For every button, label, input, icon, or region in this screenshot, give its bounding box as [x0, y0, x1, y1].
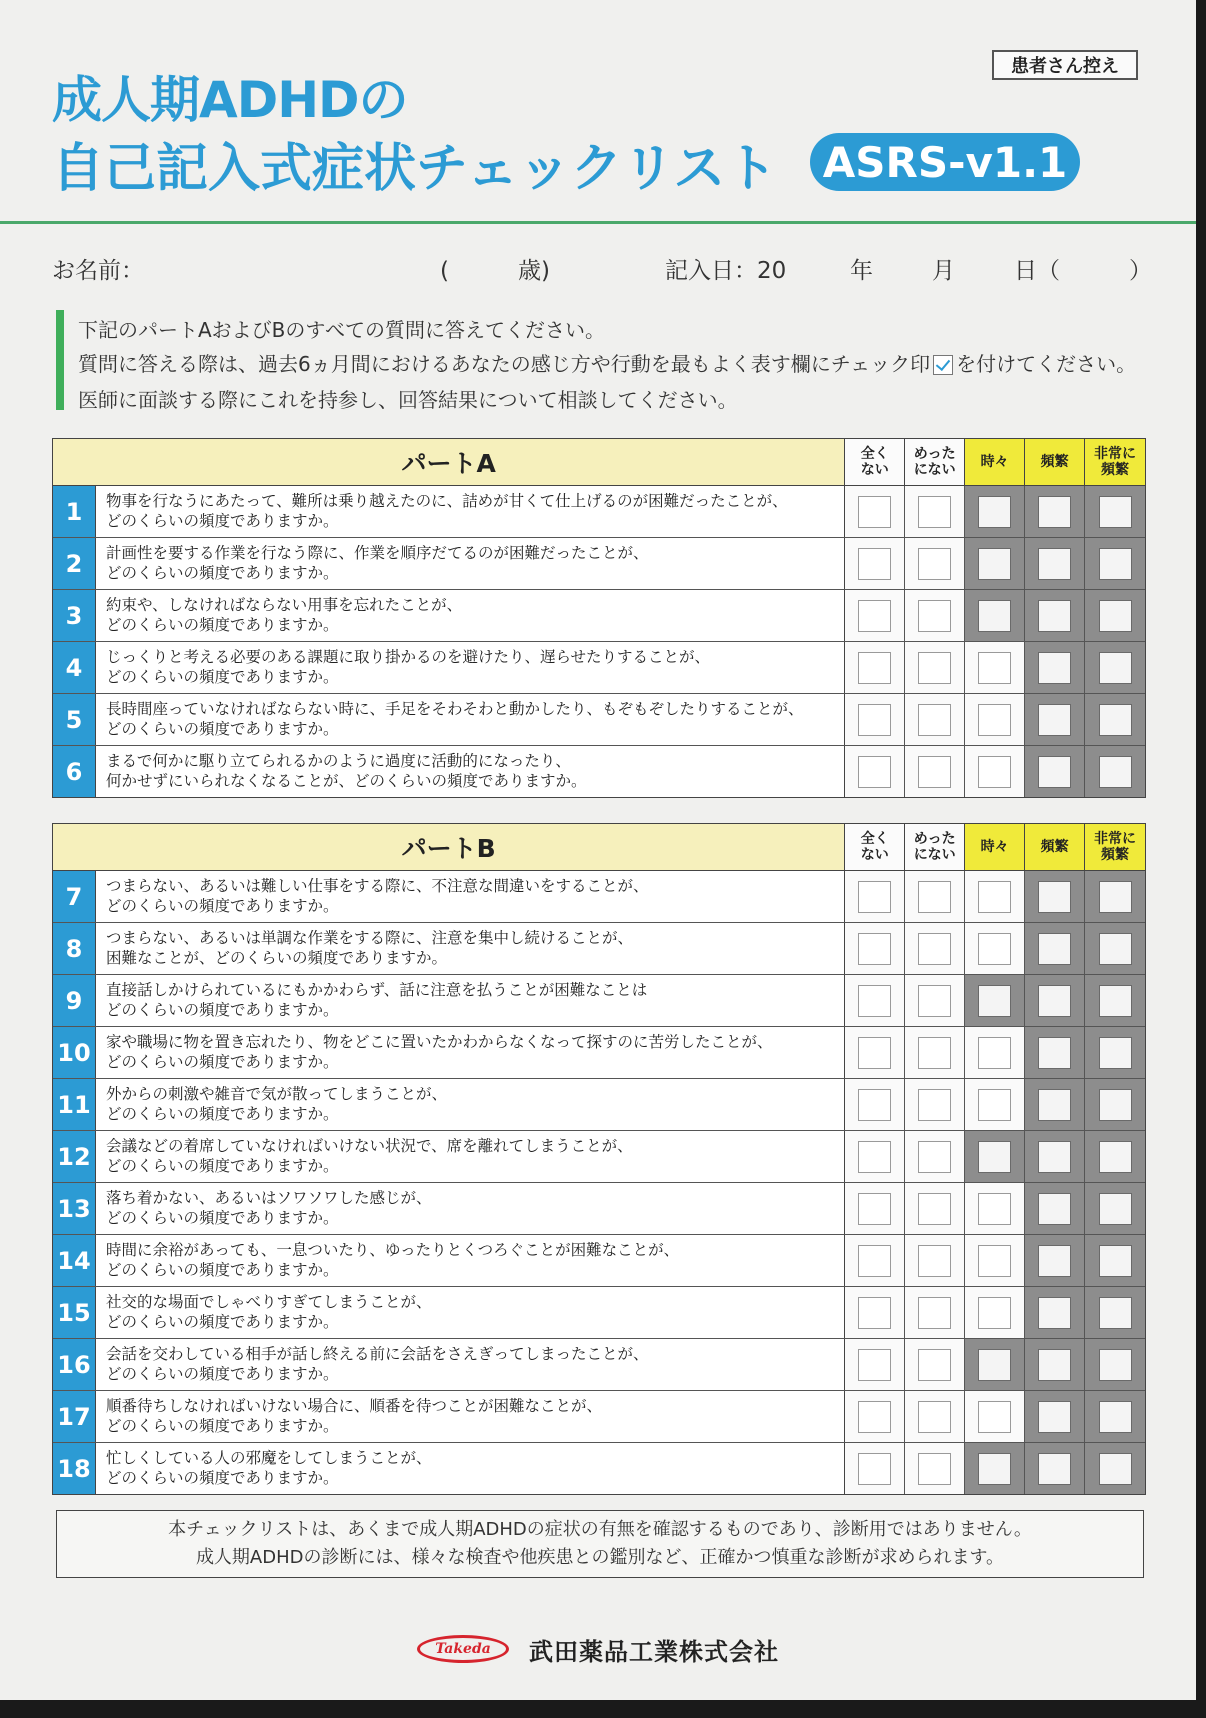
day-label: 日（ ）	[1014, 258, 1152, 284]
answer-cell	[1025, 1287, 1085, 1338]
question-row	[53, 975, 1145, 1027]
answer-checkbox[interactable]	[918, 1297, 951, 1329]
answer-cell	[965, 486, 1025, 537]
answer-cell	[965, 1027, 1025, 1078]
answer-cell	[1025, 538, 1085, 589]
question-number: 14	[53, 1235, 96, 1286]
answer-cell	[905, 1391, 965, 1442]
answer-cell	[905, 1443, 965, 1494]
answer-checkbox[interactable]	[918, 1037, 951, 1069]
question-number: 12	[53, 1131, 96, 1182]
answer-cell	[845, 1183, 905, 1234]
question-row	[53, 1443, 1145, 1494]
answer-checkbox[interactable]	[1099, 1297, 1132, 1329]
answer-cell	[1085, 1235, 1145, 1286]
question-text: 順番待ちしなければいけない場合に、順番を待つことが困難なことが、 どのくらいの頻度でありますか。	[96, 1391, 845, 1442]
question-text: つまらない、あるいは難しい仕事をする際に、不注意な間違いをすることが、 どのくらいの頻度でありますか。	[96, 871, 845, 922]
question-row	[53, 1287, 1145, 1339]
answer-checkbox[interactable]	[1038, 548, 1071, 580]
answer-cell	[905, 642, 965, 693]
answer-cell	[965, 1339, 1025, 1390]
answer-checkbox[interactable]	[918, 548, 951, 580]
answer-cell	[845, 1391, 905, 1442]
answer-checkbox[interactable]	[858, 1193, 891, 1225]
question-number: 13	[53, 1183, 96, 1234]
checkmark-icon	[933, 355, 953, 375]
column-header-2: めった にない	[905, 824, 965, 870]
answer-checkbox[interactable]	[918, 600, 951, 632]
answer-checkbox[interactable]	[918, 881, 951, 913]
question-text: じっくりと考える必要のある課題に取り掛かるのを避けたり、遅らせたりすることが、 どのくらいの頻度でありますか。	[96, 642, 845, 693]
answer-checkbox[interactable]	[858, 548, 891, 580]
answer-cell	[1085, 486, 1145, 537]
answer-checkbox[interactable]	[918, 1453, 951, 1485]
answer-checkbox[interactable]	[1099, 1401, 1132, 1433]
answer-checkbox[interactable]	[978, 933, 1011, 965]
question-text: 長時間座っていなければならない時に、手足をそわそわと動かしたり、もぞもぞしたりすることが、 どのくらいの頻度でありますか。	[96, 694, 845, 745]
column-header-3: 時々	[965, 439, 1025, 485]
year-label: 年	[850, 258, 873, 284]
answer-checkbox[interactable]	[978, 1245, 1011, 1277]
answer-checkbox[interactable]	[1038, 881, 1071, 913]
answer-checkbox[interactable]	[858, 1349, 891, 1381]
answer-cell	[845, 486, 905, 537]
answer-checkbox[interactable]	[918, 1245, 951, 1277]
answer-cell	[905, 538, 965, 589]
question-row	[53, 1235, 1145, 1287]
answer-cell	[965, 975, 1025, 1026]
answer-cell	[905, 1027, 965, 1078]
question-text: 直接話しかけられているにもかかわらず、話に注意を払うことが困難なことは どのくらいの頻度でありますか。	[96, 975, 845, 1026]
answer-cell	[965, 923, 1025, 974]
answer-cell	[1025, 1079, 1085, 1130]
answer-checkbox[interactable]	[978, 1141, 1011, 1173]
answer-checkbox[interactable]	[1038, 1037, 1071, 1069]
question-text: 社交的な場面でしゃべりすぎてしまうことが、 どのくらいの頻度でありますか。	[96, 1287, 845, 1338]
answer-checkbox[interactable]	[978, 1349, 1011, 1381]
answer-checkbox[interactable]	[978, 600, 1011, 632]
answer-checkbox[interactable]	[858, 1453, 891, 1485]
answer-cell	[965, 1079, 1025, 1130]
answer-cell	[1025, 1235, 1085, 1286]
answer-cell	[1025, 923, 1085, 974]
answer-cell	[1025, 1027, 1085, 1078]
answer-cell	[845, 871, 905, 922]
question-row	[53, 1183, 1145, 1235]
answer-cell	[1025, 975, 1085, 1026]
answer-checkbox[interactable]	[978, 1037, 1011, 1069]
version-badge: ASRS-v1.1	[810, 133, 1080, 191]
question-number: 10	[53, 1027, 96, 1078]
question-number: 17	[53, 1391, 96, 1442]
instruction-line-2	[78, 348, 1136, 377]
answer-checkbox[interactable]	[918, 704, 951, 736]
answer-checkbox[interactable]	[858, 881, 891, 913]
answer-checkbox[interactable]	[1038, 1453, 1071, 1485]
answer-checkbox[interactable]	[978, 1089, 1011, 1121]
answer-cell	[965, 1235, 1025, 1286]
answer-checkbox[interactable]	[1099, 1245, 1132, 1277]
answer-checkbox[interactable]	[978, 1453, 1011, 1485]
answer-cell	[845, 694, 905, 745]
question-row	[53, 486, 1145, 538]
column-header-1: 全く ない	[845, 439, 905, 485]
answer-checkbox[interactable]	[858, 1297, 891, 1329]
answer-checkbox[interactable]	[918, 1089, 951, 1121]
answer-checkbox[interactable]	[1099, 881, 1132, 913]
instruction-line-2-before: 質問に答える際は、過去6ヵ月間におけるあなたの感じ方や行動を最もよく表す欄にチェック印	[78, 352, 931, 376]
answer-checkbox[interactable]	[858, 1141, 891, 1173]
answer-checkbox[interactable]	[1038, 1141, 1071, 1173]
answer-cell	[1085, 1027, 1145, 1078]
answer-checkbox[interactable]	[918, 1193, 951, 1225]
answer-cell	[845, 1339, 905, 1390]
part-a-table	[52, 438, 1146, 798]
answer-checkbox[interactable]	[1099, 756, 1132, 788]
answer-checkbox[interactable]	[858, 1245, 891, 1277]
answer-cell	[905, 923, 965, 974]
answer-cell	[1085, 871, 1145, 922]
question-text: 落ち着かない、あるいはソワソワした感じが、 どのくらいの頻度でありますか。	[96, 1183, 845, 1234]
answer-cell	[905, 694, 965, 745]
answer-cell	[905, 590, 965, 641]
column-header-2: めった にない	[905, 439, 965, 485]
answer-cell	[1085, 538, 1145, 589]
answer-checkbox[interactable]	[858, 496, 891, 528]
footer	[0, 1627, 1196, 1671]
answer-checkbox[interactable]	[1038, 496, 1071, 528]
partA-title: パートA	[53, 439, 845, 485]
question-number: 16	[53, 1339, 96, 1390]
answer-checkbox[interactable]	[1038, 933, 1071, 965]
answer-cell	[845, 590, 905, 641]
disclaimer-line-2: 成人期ADHDの診断には、様々な検査や他疾患との鑑別など、正確かつ慎重な診断が求められます。	[195, 1547, 1005, 1568]
instruction-line-1: 下記のパートAおよびBのすべての質問に答えてください。	[78, 318, 606, 342]
answer-checkbox[interactable]	[978, 881, 1011, 913]
answer-cell	[965, 1131, 1025, 1182]
answer-cell	[965, 1443, 1025, 1494]
answer-cell	[845, 1027, 905, 1078]
answer-cell	[845, 1443, 905, 1494]
answer-cell	[965, 694, 1025, 745]
answer-checkbox[interactable]	[1038, 1297, 1071, 1329]
answer-checkbox[interactable]	[918, 652, 951, 684]
answer-checkbox[interactable]	[978, 756, 1011, 788]
question-row	[53, 923, 1145, 975]
question-row	[53, 642, 1145, 694]
answer-checkbox[interactable]	[978, 1297, 1011, 1329]
answer-checkbox[interactable]	[1099, 600, 1132, 632]
question-text: 時間に余裕があっても、一息ついたり、ゆったりとくつろぐことが困難なことが、 どのくらいの頻度でありますか。	[96, 1235, 845, 1286]
answer-checkbox[interactable]	[978, 652, 1011, 684]
answer-cell	[965, 1391, 1025, 1442]
column-header-4: 頻繁	[1025, 824, 1085, 870]
column-header-1: 全く ない	[845, 824, 905, 870]
name-label: お名前：	[52, 258, 144, 284]
answer-cell	[845, 538, 905, 589]
age-label: ( 歳)	[440, 258, 550, 284]
answer-cell	[845, 1079, 905, 1130]
answer-checkbox[interactable]	[1099, 1349, 1132, 1381]
question-number: 3	[53, 590, 96, 641]
answer-checkbox[interactable]	[978, 1401, 1011, 1433]
answer-cell	[1025, 1443, 1085, 1494]
question-row	[53, 590, 1145, 642]
partB-title: パートB	[53, 824, 845, 870]
column-header-4: 頻繁	[1025, 439, 1085, 485]
answer-cell	[845, 1235, 905, 1286]
answer-cell	[845, 1131, 905, 1182]
answer-cell	[1085, 746, 1145, 797]
answer-checkbox[interactable]	[1038, 600, 1071, 632]
answer-checkbox[interactable]	[858, 600, 891, 632]
question-number: 2	[53, 538, 96, 589]
answer-cell	[845, 923, 905, 974]
answer-cell	[1085, 642, 1145, 693]
column-header-5: 非常に 頻繁	[1085, 824, 1145, 870]
answer-cell	[1085, 1391, 1145, 1442]
answer-checkbox[interactable]	[858, 1037, 891, 1069]
column-header-5: 非常に 頻繁	[1085, 439, 1145, 485]
answer-checkbox[interactable]	[1038, 652, 1071, 684]
month-label: 月	[932, 258, 955, 284]
header-divider	[0, 221, 1196, 224]
answer-checkbox[interactable]	[858, 704, 891, 736]
answer-checkbox[interactable]	[978, 704, 1011, 736]
question-row	[53, 871, 1145, 923]
answer-checkbox[interactable]	[1099, 496, 1132, 528]
title-line-2: 自己記入式症状チェックリスト	[52, 139, 778, 199]
question-number: 11	[53, 1079, 96, 1130]
answer-checkbox[interactable]	[1099, 652, 1132, 684]
answer-cell	[845, 642, 905, 693]
answer-checkbox[interactable]	[1038, 1193, 1071, 1225]
instruction-line-3: 医師に面談する際にこれを持参し、回答結果について相談してください。	[78, 388, 738, 412]
answer-cell	[905, 1183, 965, 1234]
partA-header-row	[53, 439, 1145, 486]
answer-checkbox[interactable]	[858, 1401, 891, 1433]
answer-cell	[905, 486, 965, 537]
answer-cell	[1085, 590, 1145, 641]
answer-checkbox[interactable]	[1038, 1245, 1071, 1277]
answer-checkbox[interactable]	[1099, 1089, 1132, 1121]
question-number: 8	[53, 923, 96, 974]
question-number: 6	[53, 746, 96, 797]
question-text: 物事を行なうにあたって、難所は乗り越えたのに、詰めが甘くて仕上げるのが困難だったことが、 どのくらいの頻度でありますか。	[96, 486, 845, 537]
answer-checkbox[interactable]	[918, 933, 951, 965]
answer-checkbox[interactable]	[858, 756, 891, 788]
instruction-line-2-after: を付けてください。	[956, 352, 1137, 376]
disclaimer-box	[56, 1510, 1144, 1578]
question-row	[53, 1131, 1145, 1183]
question-number: 4	[53, 642, 96, 693]
question-row	[53, 1079, 1145, 1131]
question-row	[53, 1339, 1145, 1391]
answer-checkbox[interactable]	[1099, 1193, 1132, 1225]
question-number: 15	[53, 1287, 96, 1338]
instructions-accent-bar	[56, 310, 64, 410]
answer-checkbox[interactable]	[918, 1141, 951, 1173]
answer-cell	[905, 1131, 965, 1182]
answer-cell	[1085, 694, 1145, 745]
answer-cell	[1085, 1183, 1145, 1234]
answer-checkbox[interactable]	[918, 756, 951, 788]
answer-cell	[965, 1183, 1025, 1234]
answer-cell	[845, 746, 905, 797]
question-number: 5	[53, 694, 96, 745]
answer-checkbox[interactable]	[918, 496, 951, 528]
patient-copy-label: 患者さん控え	[992, 50, 1138, 80]
company-name: 武田薬品工業株式会社	[529, 1637, 779, 1666]
answer-cell	[1025, 694, 1085, 745]
answer-cell	[965, 538, 1025, 589]
answer-checkbox[interactable]	[978, 985, 1011, 1017]
answer-checkbox[interactable]	[1038, 1401, 1071, 1433]
answer-cell	[1025, 1131, 1085, 1182]
answer-checkbox[interactable]	[1099, 704, 1132, 736]
answer-cell	[905, 1235, 965, 1286]
answer-cell	[1085, 1287, 1145, 1338]
question-row	[53, 1027, 1145, 1079]
answer-cell	[1085, 1131, 1145, 1182]
answer-cell	[845, 1287, 905, 1338]
question-text: 計画性を要する作業を行なう際に、作業を順序だてるのが困難だったことが、 どのくらいの頻度でありますか。	[96, 538, 845, 589]
answer-cell	[905, 1079, 965, 1130]
answer-checkbox[interactable]	[1099, 548, 1132, 580]
question-number: 9	[53, 975, 96, 1026]
answer-cell	[1025, 1391, 1085, 1442]
answer-checkbox[interactable]	[918, 1349, 951, 1381]
answer-cell	[965, 871, 1025, 922]
answer-cell	[905, 1339, 965, 1390]
answer-checkbox[interactable]	[978, 1193, 1011, 1225]
answer-checkbox[interactable]	[1038, 1089, 1071, 1121]
part-b-table	[52, 823, 1146, 1495]
takeda-logo: Takeda	[417, 1635, 509, 1663]
answer-cell	[905, 975, 965, 1026]
answer-checkbox[interactable]	[918, 1401, 951, 1433]
question-row	[53, 538, 1145, 590]
answer-cell	[1025, 746, 1085, 797]
question-text: 外からの刺激や雑音で気が散ってしまうことが、 どのくらいの頻度でありますか。	[96, 1079, 845, 1130]
answer-checkbox[interactable]	[1099, 1453, 1132, 1485]
answer-checkbox[interactable]	[858, 1089, 891, 1121]
answer-cell	[1085, 923, 1145, 974]
column-header-3: 時々	[965, 824, 1025, 870]
answer-checkbox[interactable]	[1099, 985, 1132, 1017]
answer-checkbox[interactable]	[1038, 985, 1071, 1017]
answer-checkbox[interactable]	[1038, 1349, 1071, 1381]
answer-cell	[965, 1287, 1025, 1338]
answer-cell	[965, 590, 1025, 641]
answer-cell	[1085, 975, 1145, 1026]
answer-checkbox[interactable]	[1038, 704, 1071, 736]
disclaimer-line-1: 本チェックリストは、あくまで成人期ADHDの症状の有無を確認するものであり、診断用ではありません。	[168, 1519, 1032, 1540]
answer-checkbox[interactable]	[1099, 1141, 1132, 1173]
question-row	[53, 746, 1145, 797]
answer-cell	[1025, 642, 1085, 693]
question-text: 家や職場に物を置き忘れたり、物をどこに置いたかわからなくなって探すのに苦労したことが、 どのくらいの頻度でありますか。	[96, 1027, 845, 1078]
answer-checkbox[interactable]	[1099, 1037, 1132, 1069]
question-text: つまらない、あるいは単調な作業をする際に、注意を集中し続けることが、 困難なことが、どのくらいの頻度でありますか。	[96, 923, 845, 974]
answer-cell	[905, 746, 965, 797]
answer-cell	[965, 746, 1025, 797]
answer-cell	[845, 975, 905, 1026]
question-row	[53, 694, 1145, 746]
answer-cell	[1025, 1339, 1085, 1390]
answer-checkbox[interactable]	[978, 496, 1011, 528]
answer-checkbox[interactable]	[858, 985, 891, 1017]
answer-cell	[1025, 871, 1085, 922]
answer-cell	[905, 1287, 965, 1338]
answer-checkbox[interactable]	[1099, 933, 1132, 965]
title-line-1: 成人期ADHDの	[52, 71, 408, 129]
question-text: 忙しくしている人の邪魔をしてしまうことが、 どのくらいの頻度でありますか。	[96, 1443, 845, 1494]
answer-cell	[1085, 1443, 1145, 1494]
question-number: 1	[53, 486, 96, 537]
answer-cell	[1085, 1079, 1145, 1130]
question-text: 会話を交わしている相手が話し終える前に会話をさえぎってしまったことが、 どのくらいの頻度でありますか。	[96, 1339, 845, 1390]
question-number: 18	[53, 1443, 96, 1494]
question-text: 約束や、しなければならない用事を忘れたことが、 どのくらいの頻度でありますか。	[96, 590, 845, 641]
answer-checkbox[interactable]	[1038, 756, 1071, 788]
answer-cell	[965, 642, 1025, 693]
question-text: 会議などの着席していなければいけない状況で、席を離れてしまうことが、 どのくらいの頻度でありますか。	[96, 1131, 845, 1182]
answer-cell	[1085, 1339, 1145, 1390]
answer-cell	[1025, 590, 1085, 641]
question-number: 7	[53, 871, 96, 922]
answer-cell	[905, 871, 965, 922]
question-row	[53, 1391, 1145, 1443]
answer-checkbox[interactable]	[978, 548, 1011, 580]
partB-header-row	[53, 824, 1145, 871]
answer-checkbox[interactable]	[858, 652, 891, 684]
date-label: 記入日：20	[665, 258, 787, 284]
answer-checkbox[interactable]	[858, 933, 891, 965]
question-text: まるで何かに駆り立てられるかのように過度に活動的になったり、 何かせずにいられなくなることが、どのくらいの頻度でありますか。	[96, 746, 845, 797]
answer-cell	[1025, 1183, 1085, 1234]
answer-checkbox[interactable]	[918, 985, 951, 1017]
answer-cell	[1025, 486, 1085, 537]
